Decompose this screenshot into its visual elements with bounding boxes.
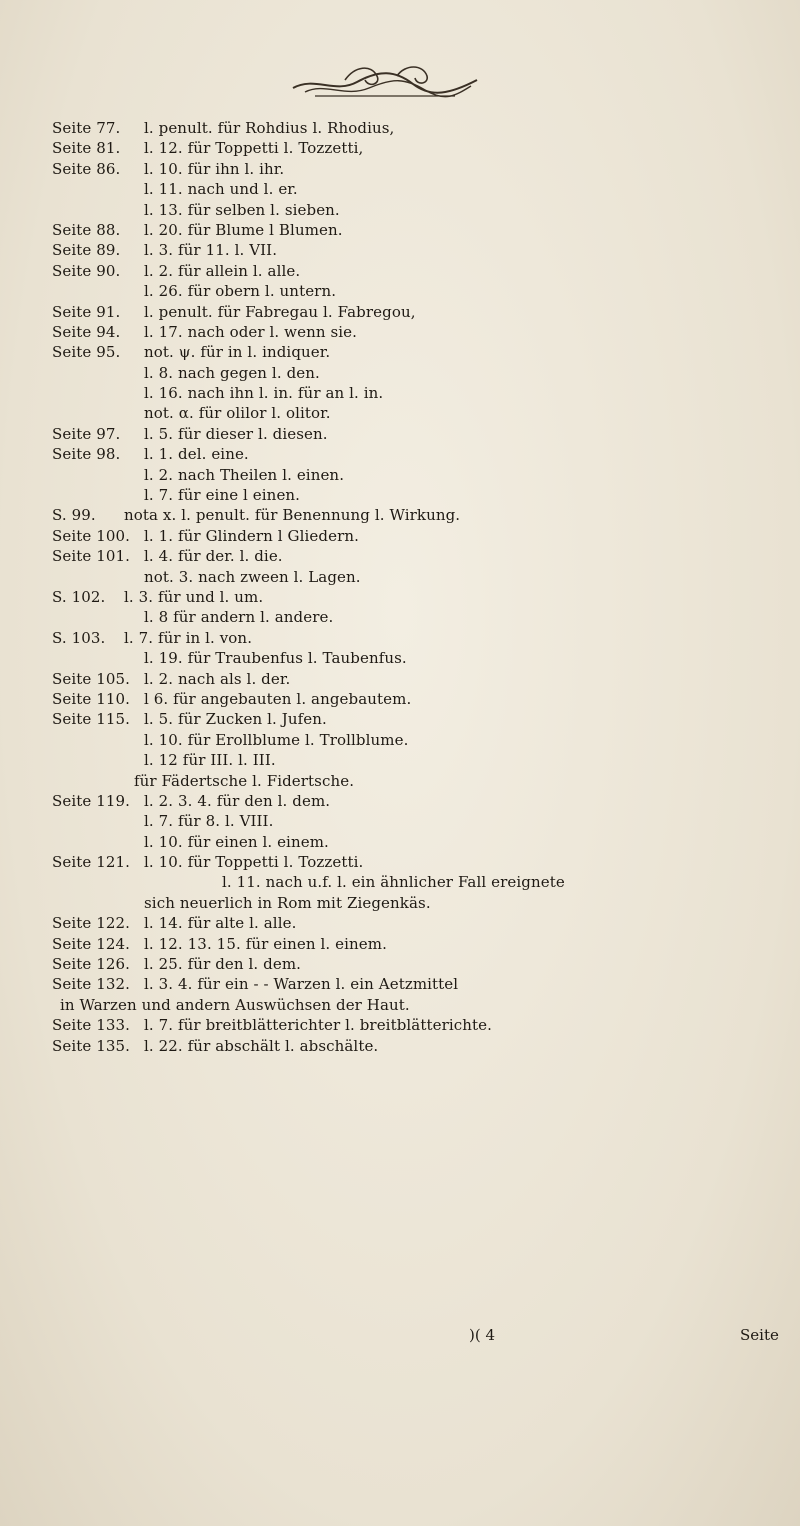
correction-text: l. 2. nach Theilen l. einen. xyxy=(144,465,345,484)
errata-line xyxy=(52,750,772,770)
page-reference: Seite 100. xyxy=(52,526,131,545)
errata-line xyxy=(52,546,772,566)
correction-text: l. 12. 13. 15. für einen l. einem. xyxy=(144,934,387,953)
correction-text: l. 20. für Blume l Blumen. xyxy=(144,220,343,239)
correction-text: l. 2. für allein l. alle. xyxy=(144,261,301,280)
errata-line xyxy=(52,485,772,505)
correction-text: l. 17. nach oder l. wenn sie. xyxy=(144,322,358,341)
errata-line xyxy=(52,302,772,322)
correction-text: l. 8 für andern l. andere. xyxy=(144,608,334,627)
errata-line xyxy=(52,587,772,607)
errata-line xyxy=(52,220,772,240)
errata-line xyxy=(52,1036,772,1056)
decorative-ornament xyxy=(285,58,485,106)
page-reference: S. 102. xyxy=(52,587,106,606)
errata-line xyxy=(52,138,772,158)
correction-text: nota x. l. penult. für Benennung l. Wirkung. xyxy=(124,506,461,525)
correction-text: l. penult. für Rohdius l. Rhodius, xyxy=(144,119,395,137)
correction-text: l. 3. 4. für ein - - Warzen l. ein Aetzmittel xyxy=(144,975,459,994)
errata-line xyxy=(52,179,772,199)
correction-text: l. 25. für den l. dem. xyxy=(144,955,302,974)
errata-line xyxy=(52,567,772,587)
errata-line xyxy=(52,403,772,423)
correction-text: l. 7. für in l. von. xyxy=(124,628,253,647)
page-reference: Seite 132. xyxy=(52,975,131,994)
page-reference: Seite 135. xyxy=(52,1036,131,1055)
page-reference: Seite 91. xyxy=(52,302,121,321)
signature-mark: )( 4 xyxy=(469,1326,496,1344)
correction-text: l. penult. für Fabregau l. Fabregou, xyxy=(144,302,416,321)
page-reference: Seite 124. xyxy=(52,934,131,953)
page-footer xyxy=(52,1326,779,1350)
correction-text: l. 16. nach ihn l. in. für an l. in. xyxy=(144,384,384,403)
errata-line xyxy=(52,893,772,913)
correction-text: l. 11. nach und l. er. xyxy=(144,180,298,199)
page-reference: Seite 77. xyxy=(52,119,121,137)
errata-line xyxy=(52,974,772,994)
page-reference: S. 99. xyxy=(52,506,96,525)
errata-line xyxy=(52,954,772,974)
correction-text: l. 2. nach als l. der. xyxy=(144,669,291,688)
errata-line xyxy=(52,771,772,791)
correction-text: l. 13. für selben l. sieben. xyxy=(144,200,340,219)
page-reference: Seite 121. xyxy=(52,853,131,872)
errata-line xyxy=(52,607,772,627)
page-reference: Seite 115. xyxy=(52,710,131,729)
correction-text: not. 3. nach zween l. Lagen. xyxy=(144,567,361,586)
errata-line xyxy=(52,240,772,260)
errata-line xyxy=(52,811,772,831)
errata-line xyxy=(52,1015,772,1035)
correction-text: l. 10. für Erollblume l. Trollblume. xyxy=(144,730,409,749)
correction-text: l. 22. für abschält l. abschälte. xyxy=(144,1036,379,1055)
errata-line xyxy=(52,505,772,525)
page-reference: Seite 105. xyxy=(52,669,131,688)
errata-line xyxy=(52,159,772,179)
correction-text: in Warzen und andern Auswüchsen der Haut. xyxy=(60,995,410,1014)
correction-text: l. 5. für Zucken l. Jufen. xyxy=(144,710,327,729)
errata-line xyxy=(52,281,772,301)
page-reference: Seite 98. xyxy=(52,445,121,464)
correction-text: l. 3. für 11. l. VII. xyxy=(144,241,278,260)
errata-line xyxy=(52,342,772,362)
errata-line xyxy=(52,383,772,403)
errata-line xyxy=(52,669,772,689)
page-reference: S. 103. xyxy=(52,628,106,647)
correction-text: sich neuerlich in Rom mit Ziegenkäs. xyxy=(144,893,431,912)
correction-text: l 6. für angebauten l. angebautem. xyxy=(144,689,412,708)
errata-line xyxy=(52,872,772,892)
errata-line xyxy=(52,852,772,872)
page-reference: Seite 119. xyxy=(52,791,131,810)
correction-text: l. 12 für III. l. III. xyxy=(144,751,276,770)
page-reference: Seite 81. xyxy=(52,139,121,158)
correction-text: l. 12. für Toppetti l. Tozzetti, xyxy=(144,139,364,158)
errata-line xyxy=(52,424,772,444)
errata-line xyxy=(52,363,772,383)
errata-list xyxy=(52,118,772,1056)
page-reference: Seite 88. xyxy=(52,220,121,239)
page-reference: Seite 94. xyxy=(52,322,121,341)
errata-line xyxy=(52,689,772,709)
errata-line xyxy=(52,628,772,648)
errata-line xyxy=(52,322,772,342)
correction-text: l. 26. für obern l. untern. xyxy=(144,282,337,301)
correction-text: l. 19. für Traubenfus l. Taubenfus. xyxy=(144,649,407,668)
correction-text: l. 1. del. eine. xyxy=(144,445,249,464)
correction-text: l. 4. für der. l. die. xyxy=(144,547,283,566)
correction-text: not. α. für olilor l. olitor. xyxy=(144,404,331,423)
correction-text: l. 7. für breitblätterichter l. breitblätterichte. xyxy=(144,1016,492,1035)
page-reference: Seite 90. xyxy=(52,261,121,280)
correction-text: l. 3. für und l. um. xyxy=(124,587,264,606)
errata-line xyxy=(52,118,772,138)
page-reference: Seite 97. xyxy=(52,424,121,443)
page-reference: Seite 126. xyxy=(52,955,131,974)
correction-text: l. 7. für eine l einen. xyxy=(144,486,301,505)
errata-line xyxy=(52,730,772,750)
correction-text: not. ψ. für in l. indiquer. xyxy=(144,343,331,362)
errata-line xyxy=(52,832,772,852)
correction-text: l. 8. nach gegen l. den. xyxy=(144,363,320,382)
correction-text: l. 10. für einen l. einem. xyxy=(144,832,329,851)
errata-line xyxy=(52,995,772,1015)
errata-line xyxy=(52,465,772,485)
page-reference: Seite 110. xyxy=(52,689,131,708)
errata-line xyxy=(52,934,772,954)
correction-text: für Fädertsche l. Fidertsche. xyxy=(134,771,355,790)
correction-text: l. 14. für alte l. alle. xyxy=(144,914,297,933)
errata-line xyxy=(52,709,772,729)
errata-line xyxy=(52,444,772,464)
correction-text: l. 10. für Toppetti l. Tozzetti. xyxy=(144,853,364,872)
correction-text: l. 10. für ihn l. ihr. xyxy=(144,159,285,178)
catchword: Seite xyxy=(740,1326,779,1344)
correction-text: l. 2. 3. 4. für den l. dem. xyxy=(144,791,331,810)
errata-line xyxy=(52,791,772,811)
correction-text: l. 5. für dieser l. diesen. xyxy=(144,424,328,443)
page-reference: Seite 122. xyxy=(52,914,131,933)
errata-line xyxy=(52,261,772,281)
page-reference: Seite 86. xyxy=(52,159,121,178)
errata-line xyxy=(52,200,772,220)
correction-text: l. 1. für Glindern l Gliedern. xyxy=(144,526,359,545)
page-reference: Seite 95. xyxy=(52,343,121,362)
page-reference: Seite 101. xyxy=(52,547,131,566)
errata-line xyxy=(52,913,772,933)
errata-line xyxy=(52,526,772,546)
correction-text: l. 11. nach u.f. l. ein ähnlicher Fall ereignete xyxy=(222,873,565,892)
page-reference: Seite 89. xyxy=(52,241,121,260)
page-reference: Seite 133. xyxy=(52,1016,131,1035)
errata-line xyxy=(52,648,772,668)
correction-text: l. 7. für 8. l. VIII. xyxy=(144,812,274,831)
